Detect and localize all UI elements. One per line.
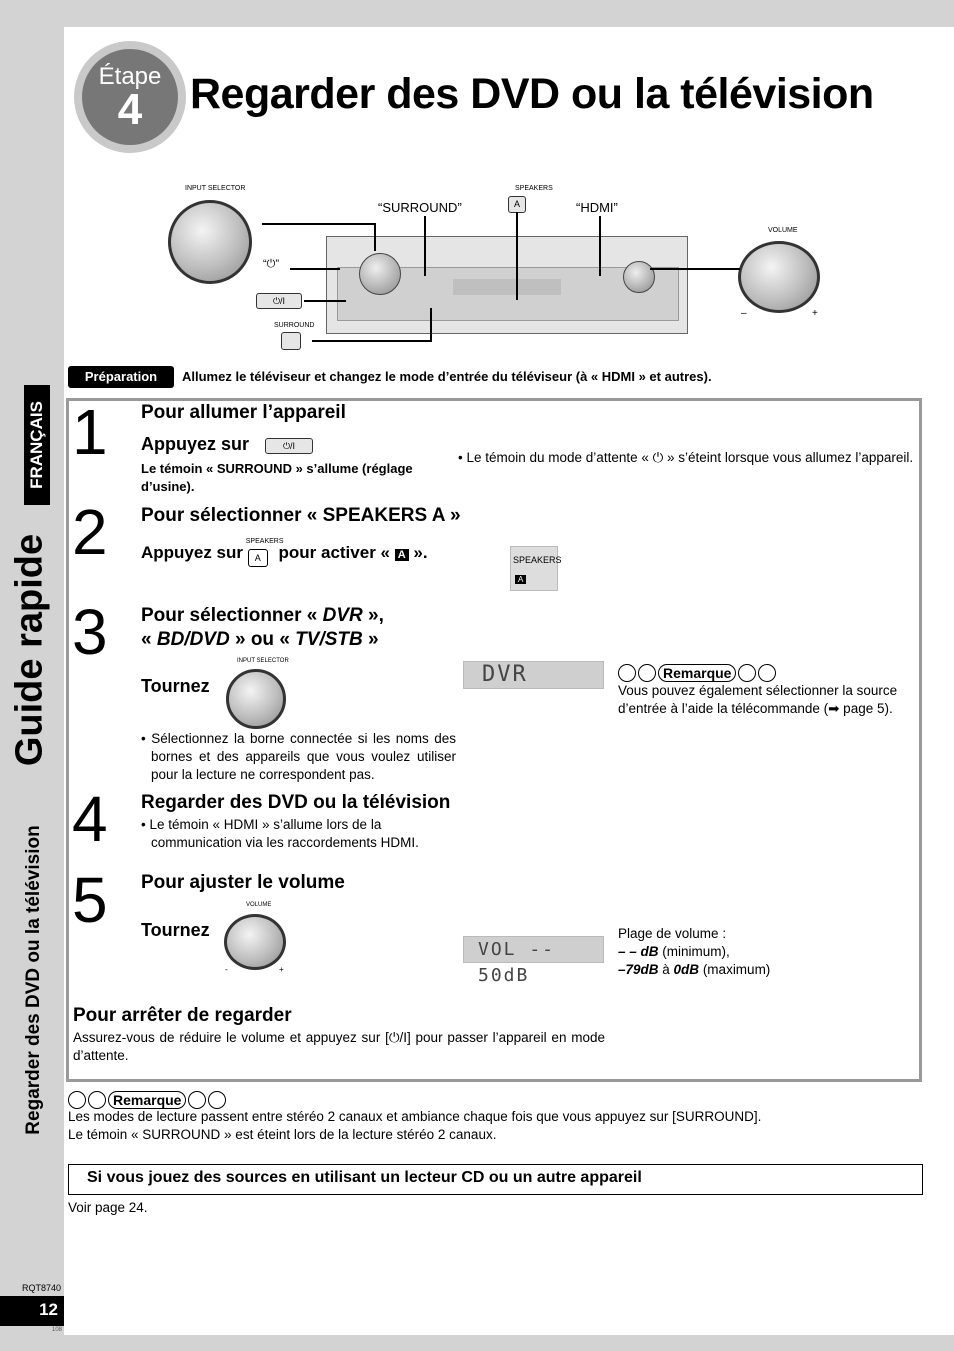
section-title: Guide rapide bbox=[8, 533, 51, 767]
page-title: Regarder des DVD ou la télévision bbox=[190, 70, 874, 118]
step-3-input-selector-knob bbox=[226, 669, 286, 729]
surround-button-label: SURROUND bbox=[274, 322, 315, 329]
step-2-speakers-key: A bbox=[248, 549, 268, 567]
step-5-title: Pour ajuster le volume bbox=[141, 872, 345, 893]
step-5-minus: - bbox=[225, 965, 228, 974]
step-3-remark-label: Remarque bbox=[658, 664, 736, 682]
speakers-a-key: A bbox=[508, 196, 526, 213]
input-selector-knob bbox=[168, 200, 252, 284]
step-3-note: • Sélectionnez la borne connectée si les noms des bornes et des appareils que vous voulez utiliser pour la lecture ne correspondent pas. bbox=[141, 731, 456, 782]
step-5-volume-knob bbox=[224, 914, 286, 970]
power-button: ⏻/I bbox=[256, 293, 302, 309]
bottom-remark-line-1: Les modes de lecture passent entre stéréo 2 canaux et ambiance chaque fois que vous appuyez sur [SURROUND]. bbox=[68, 1109, 762, 1124]
step-1-note: Le témoin « SURROUND » s’allume (réglage d’usine). bbox=[141, 461, 413, 494]
step-4-number: 4 bbox=[72, 783, 108, 855]
step-2-action bbox=[141, 537, 428, 564]
step-2-inverted-a: A bbox=[395, 549, 409, 561]
bottom-remark-label: Remarque bbox=[108, 1091, 186, 1109]
volume-plus: + bbox=[812, 308, 818, 319]
step-5-lcd-display: VOL -- 50dB bbox=[463, 936, 604, 963]
step-4-note: • Le témoin « HDMI » s’allume lors de la communication via les raccordements HDMI. bbox=[141, 817, 419, 850]
volume-minus: – bbox=[741, 308, 747, 319]
surround-indicator-label: “SURROUND” bbox=[378, 200, 462, 215]
step-2-activate-text: pour activer « bbox=[278, 543, 390, 562]
model-code: RQT8740 bbox=[22, 1283, 62, 1293]
step-2-number: 2 bbox=[72, 496, 108, 568]
step-1-action: Appuyez sur bbox=[141, 434, 250, 454]
speakers-panel-label: SPEAKERS bbox=[513, 555, 562, 565]
stop-text: Assurez-vous de réduire le volume et appuyez sur [⏻/I] pour passer l’appareil en mode d’attente. bbox=[73, 1030, 605, 1063]
cd-section-see-page: Voir page 24. bbox=[68, 1200, 148, 1215]
step-3-knob-label: INPUT SELECTOR bbox=[237, 658, 289, 664]
preparation-badge: Préparation bbox=[68, 366, 174, 388]
step-badge bbox=[74, 41, 186, 153]
step-5-knob-label: VOLUME bbox=[246, 902, 272, 908]
step-3-remark-text: Vous pouvez également sélectionner la source d’entrée à l’aide la télécommande (➡ page 5). bbox=[618, 683, 898, 716]
volume-range-title: Plage de volume : bbox=[618, 926, 727, 941]
step-4-title: Regarder des DVD ou la télévision bbox=[141, 792, 451, 813]
print-code: 108 bbox=[52, 1327, 63, 1333]
step-5-volume-range: Plage de volume : – – dB (minimum), –79dB à 0dB (maximum) bbox=[618, 925, 918, 979]
hdmi-indicator-label: “HDMI” bbox=[576, 200, 618, 215]
surround-button bbox=[281, 332, 301, 350]
step-3-remark-heading bbox=[618, 664, 778, 682]
stop-title: Pour arrêter de regarder bbox=[73, 1005, 292, 1026]
step-1-title: Pour allumer l’appareil bbox=[141, 402, 346, 423]
step-1-number: 1 bbox=[72, 396, 108, 468]
step-2-title: Pour sélectionner « SPEAKERS A » bbox=[141, 505, 461, 526]
standby-indicator-label: “⏻” bbox=[263, 258, 280, 270]
speakers-panel-a: A bbox=[515, 575, 526, 584]
sidebar bbox=[0, 0, 64, 1351]
step-label: Étape bbox=[98, 63, 162, 90]
step-3-lcd-display: DVR bbox=[463, 661, 604, 689]
bottom-remark-heading bbox=[68, 1091, 228, 1109]
step-1-side-note: • Le témoin du mode d’attente « ⏻ » s’éteint lorsque vous allumez l’appareil. bbox=[458, 450, 914, 465]
step-3-action: Tournez bbox=[141, 676, 210, 696]
language-label: FRANÇAIS bbox=[27, 401, 46, 489]
speakers-display-panel bbox=[510, 546, 562, 591]
step-2-close-quote: ». bbox=[413, 543, 428, 562]
volume-knob bbox=[738, 241, 820, 313]
page-number: 12 bbox=[0, 1296, 64, 1326]
volume-label: VOLUME bbox=[768, 227, 798, 234]
step-3-title: Pour sélectionner « DVR », « BD/DVD » ou « TV/STB » bbox=[141, 605, 384, 650]
step-2-key-label: SPEAKERS bbox=[245, 537, 284, 545]
cd-section-title: Si vous jouez des sources en utilisant un lecteur CD ou un autre appareil bbox=[68, 1164, 923, 1195]
section-subtitle: Regarder des DVD ou la télévision bbox=[23, 825, 44, 1135]
preparation-text: Allumez le téléviseur et changez le mode d’entrée du téléviseur (à « HDMI » et autres). bbox=[182, 369, 712, 384]
input-selector-label: INPUT SELECTOR bbox=[185, 185, 246, 192]
step-1-power-button: ⏻/I bbox=[265, 438, 313, 454]
step-number: 4 bbox=[117, 85, 143, 134]
step-5-plus: + bbox=[279, 965, 284, 974]
bottom-remark-line-2: Le témoin « SURROUND » est éteint lors de la lecture stéréo 2 canaux. bbox=[68, 1127, 497, 1142]
step-2-press-text: Appuyez sur bbox=[141, 543, 244, 562]
speakers-label: SPEAKERS bbox=[515, 185, 553, 192]
amplifier-front-panel bbox=[326, 236, 688, 334]
step-5-number: 5 bbox=[72, 864, 108, 936]
step-3-number: 3 bbox=[72, 596, 108, 668]
language-tab bbox=[24, 385, 50, 505]
step-5-action: Tournez bbox=[141, 920, 210, 940]
